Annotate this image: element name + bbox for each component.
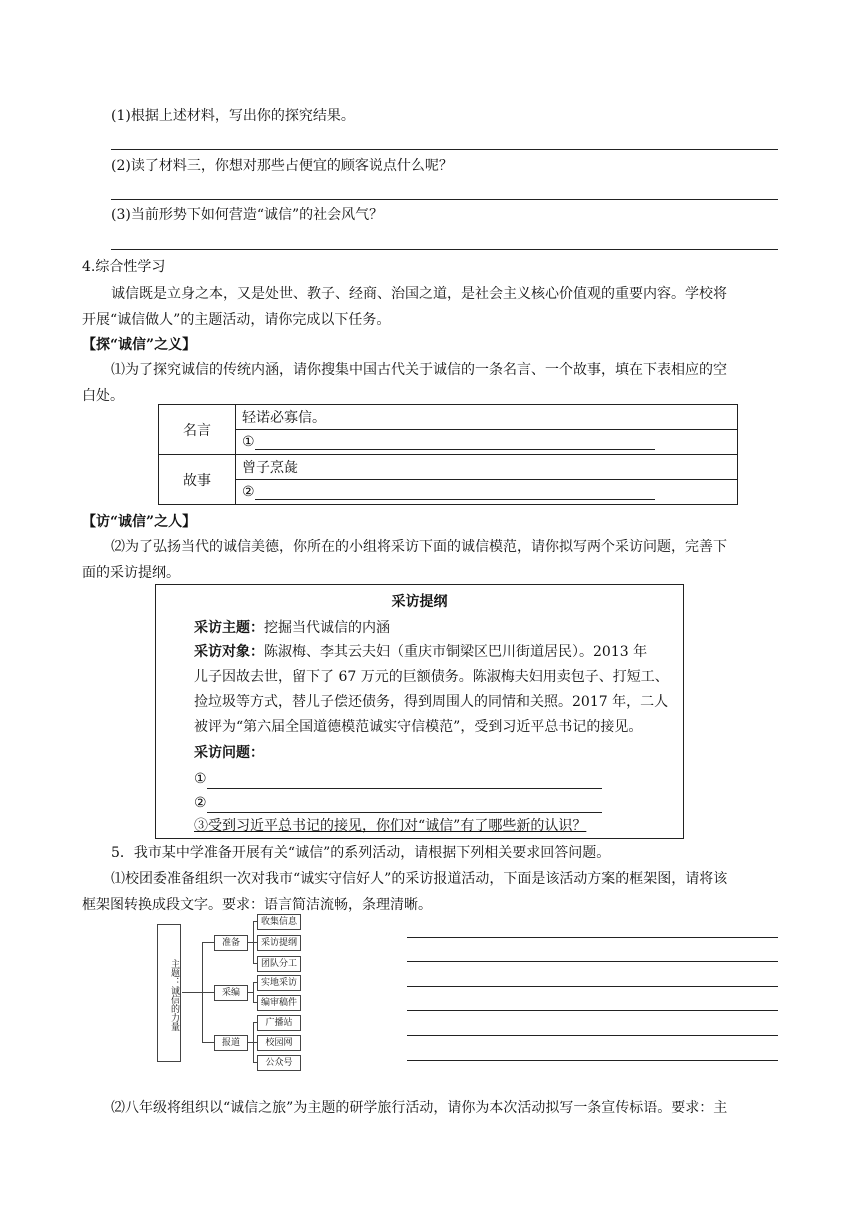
table-cell-quote-blank[interactable] [236, 430, 738, 455]
q4-task1-line1: ⑴为了探究诚信的传统内涵，请你搜集中国古代关于诚信的一条名言、一个故事，填在下表相应的空 [111, 362, 727, 378]
answer-line[interactable] [407, 961, 778, 962]
framework-diagram [157, 912, 307, 1070]
outline-question-1[interactable] [194, 769, 602, 789]
q4-intro-line2: 开展“诚信做人”的主题活动，请你完成以下任务。 [82, 312, 391, 328]
outline-object-line2: 儿子因故去世，留下了 67 万元的巨额债务。陈淑梅夫妇用卖包子、打短工、 [194, 669, 669, 685]
diagram-item: 广播站 [257, 1015, 301, 1031]
outline-theme-value: 挖掘当代诚信的内涵 [264, 620, 390, 636]
answer-line[interactable] [407, 1010, 778, 1011]
q3-sub2: (2)读了材料三，你想对那些占便宜的顾客说点什么呢？ [111, 158, 453, 174]
q4-task2-line2: 面的采访提纲。 [82, 565, 180, 581]
question-marker: ② [194, 795, 207, 811]
connector-line [202, 992, 214, 993]
q3-sub1: (1)根据上述材料，写出你的探究结果。 [111, 108, 355, 124]
answer-line[interactable] [111, 149, 778, 150]
outline-object-line4: 被评为“第六届全国道德模范诚实守信模范”，受到习近平总书记的接见。 [194, 719, 643, 735]
section-heading-explore: 【探“诚信”之义】 [82, 337, 197, 353]
connector-line [202, 942, 214, 943]
diagram-branch-prepare: 准备 [214, 935, 248, 951]
diagram-root: 主题：诚信的力量 [157, 924, 181, 1062]
blank-line[interactable] [255, 499, 655, 500]
interview-outline-box [155, 584, 684, 839]
outline-object-text: 陈淑梅、李其云夫妇（重庆市铜梁区巴川街道居民）。2013 年 [264, 644, 648, 660]
q4-intro-line1: 诚信既是立身之本，又是处世、教子、经商、治国之道，是社会主义核心价值观的重要内容。学校将 [111, 286, 727, 302]
answer-line[interactable] [407, 1060, 778, 1061]
answer-line[interactable] [407, 986, 778, 987]
diagram-branch-report: 报道 [214, 1035, 248, 1051]
connector-line [182, 992, 202, 993]
diagram-item: 实地采访 [257, 975, 301, 991]
blank-line[interactable] [207, 812, 602, 813]
connector-line [202, 1042, 214, 1043]
outline-title: 采访提纲 [391, 594, 448, 610]
q4-title: 4.综合性学习 [82, 259, 166, 275]
q5-task2-line1: ⑵八年级将组织以“诚信之旅”为主题的研学旅行活动，请你为本次活动拟写一条宣传标语。要求：主 [111, 1100, 728, 1116]
blank-line[interactable] [207, 788, 602, 789]
answer-line[interactable] [111, 249, 778, 250]
blank-marker: ② [242, 484, 255, 500]
diagram-item: 收集信息 [257, 914, 301, 930]
section-heading-interview: 【访“诚信”之人】 [82, 514, 197, 530]
q5-title: 5．我市某中学准备开展有关“诚信”的系列活动，请根据下列相关要求回答问题。 [111, 845, 611, 861]
outline-questions-label: 采访问题： [194, 745, 264, 761]
diagram-item: 团队分工 [257, 956, 301, 972]
table-label-story: 故事 [159, 455, 236, 505]
diagram-item: 校园网 [257, 1035, 301, 1051]
table-label-quote: 名言 [159, 405, 236, 455]
question-marker: ① [194, 771, 207, 787]
answer-line[interactable] [407, 1035, 778, 1036]
outline-question-2[interactable] [194, 793, 602, 813]
answer-line[interactable] [111, 199, 778, 200]
diagram-item: 采访提纲 [257, 935, 301, 951]
blank-marker: ① [242, 434, 255, 450]
outline-question-3: ③受到习近平总书记的接见，你们对“诚信”有了哪些新的认识？ [194, 818, 587, 834]
blank-line[interactable] [255, 449, 655, 450]
diagram-item: 公众号 [257, 1055, 301, 1071]
q4-task1-line2: 白处。 [82, 388, 124, 404]
q5-task1-line2: 框架图转换成段文字。要求：语言简洁流畅，条理清晰。 [82, 897, 432, 913]
q5-task1-line1: ⑴校团委准备组织一次对我市“诚实守信好人”的采访报道活动，下面是该活动方案的框架图，请将该 [111, 871, 728, 887]
outline-object-line3: 捡垃圾等方式，替儿子偿还债务，得到周围人的同情和关照。2017 年，二人 [194, 694, 669, 710]
answer-line[interactable] [407, 937, 778, 938]
q4-task2-line1: ⑵为了弘扬当代的诚信美德，你所在的小组将采访下面的诚信模范，请你拟写两个采访问题，完善下 [111, 539, 727, 555]
outline-object-label: 采访对象： [194, 644, 264, 660]
connector-line [253, 982, 254, 1002]
diagram-item: 编审稿件 [257, 995, 301, 1011]
table-cell-quote: 轻诺必寡信。 [236, 405, 738, 430]
quote-story-table [158, 404, 738, 505]
q3-sub3: (3)当前形势下如何营造“诚信”的社会风气？ [111, 207, 384, 223]
outline-theme [194, 618, 390, 638]
outline-object [194, 642, 647, 662]
table-cell-story-blank[interactable] [236, 480, 738, 505]
table-cell-story: 曾子烹彘 [236, 455, 738, 480]
outline-theme-label: 采访主题： [194, 620, 264, 636]
diagram-branch-edit: 采编 [214, 985, 248, 1001]
